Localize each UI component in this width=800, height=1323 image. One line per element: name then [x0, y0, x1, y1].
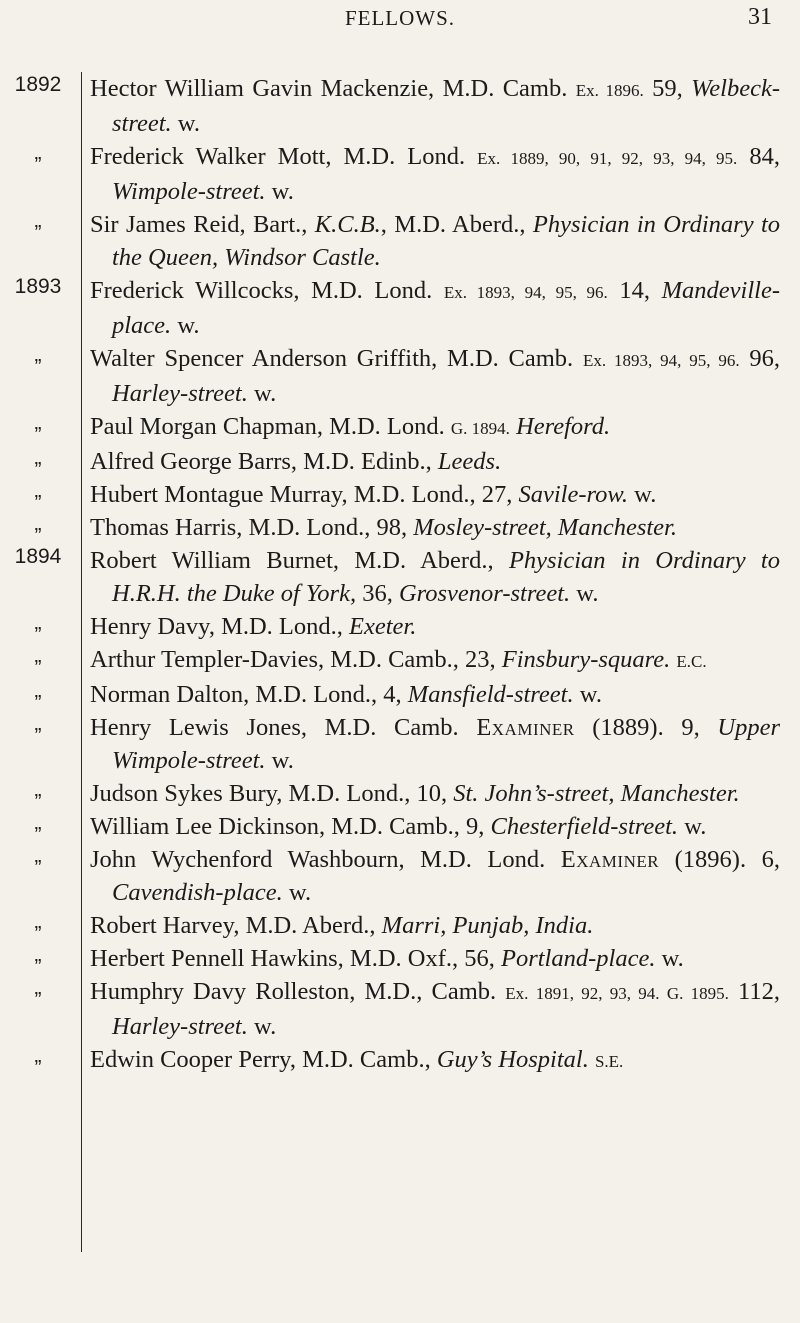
election-year: 1893 [14, 275, 62, 298]
fellows-list [0, 72, 800, 1078]
election-year: „ [34, 712, 42, 735]
fellow-text: William Lee Dickinson, M.D. Camb., 9, Chesterfield-street. w. [90, 813, 707, 840]
fellow-entry [0, 478, 800, 511]
fellow-entry [0, 909, 800, 942]
page-number: 31 [748, 4, 772, 30]
running-title: FELLOWS. [344, 6, 456, 30]
fellow-entry [0, 975, 800, 1043]
fellow-entry [0, 810, 800, 843]
fellow-entry [0, 140, 800, 208]
fellow-text: Arthur Templer-Davies, M.D. Camb., 23, Finsbury-square. E.C. [90, 646, 707, 673]
fellow-text: Hector William Gavin Mackenzie, M.D. Camb. Ex. 1896. 59, Welbeck-street. w. [90, 75, 781, 137]
election-year: „ [34, 141, 42, 164]
fellow-text: Henry Davy, M.D. Lond., Exeter. [90, 613, 417, 640]
fellow-entry [0, 777, 800, 810]
election-year: „ [34, 1044, 42, 1067]
fellow-entry [0, 643, 800, 678]
fellow-text: Herbert Pennell Hawkins, M.D. Oxf., 56, Portland-place. w. [90, 945, 684, 972]
fellow-text: Thomas Harris, M.D. Lond., 98, Mosley-street, Manchester. [90, 514, 677, 541]
fellow-text: Walter Spencer Anderson Griffith, M.D. Camb. Ex. 1893, 94, 95, 96. 96, Harley-street. w. [90, 345, 781, 407]
page-header [0, 0, 800, 48]
fellow-entry [0, 445, 800, 478]
election-year: „ [34, 512, 42, 535]
fellow-entry [0, 942, 800, 975]
election-year: 1894 [14, 545, 62, 568]
fellow-entry [0, 1043, 800, 1078]
election-year: „ [34, 446, 42, 469]
election-year: „ [34, 976, 42, 999]
fellow-entry [0, 511, 800, 544]
fellow-entry [0, 274, 800, 342]
fellow-entry [0, 208, 800, 274]
election-year: „ [34, 479, 42, 502]
fellow-text: Alfred George Barrs, M.D. Edinb., Leeds. [90, 448, 502, 475]
election-year: „ [34, 611, 42, 634]
fellow-entry [0, 410, 800, 445]
election-year: „ [34, 644, 42, 667]
election-year: „ [34, 343, 42, 366]
election-year: 1892 [14, 73, 62, 96]
election-year: „ [34, 844, 42, 867]
election-year: „ [34, 910, 42, 933]
election-year: „ [34, 411, 42, 434]
fellow-text: Hubert Montague Murray, M.D. Lond., 27, Savile-row. w. [90, 481, 657, 508]
fellow-entry [0, 342, 800, 410]
fellow-entry [0, 72, 800, 140]
fellow-entry [0, 544, 800, 610]
fellow-text: Sir James Reid, Bart., K.C.B., M.D. Aberd., Physician in Ordinary to the Queen, Windsor Castle. [90, 211, 781, 271]
fellow-text: Robert Harvey, M.D. Aberd., Marri, Punjab, India. [90, 912, 594, 939]
fellow-entry [0, 711, 800, 777]
fellow-text: Henry Lewis Jones, M.D. Camb. Examiner (1889). 9, Upper Wimpole-street. w. [90, 714, 780, 774]
election-year: „ [34, 943, 42, 966]
fellow-entry [0, 610, 800, 643]
fellow-text: John Wychenford Washbourn, M.D. Lond. Examiner (1896). 6, Cavendish-place. w. [90, 846, 780, 906]
election-year: „ [34, 811, 42, 834]
fellow-text: Humphry Davy Rolleston, M.D., Camb. Ex. 1891, 92, 93, 94. G. 1895. 112, Harley-street. w. [90, 978, 780, 1040]
fellow-text: Frederick Willcocks, M.D. Lond. Ex. 1893, 94, 95, 96. 14, Mandeville-place. w. [90, 277, 780, 339]
fellow-entry [0, 678, 800, 711]
fellow-text: Paul Morgan Chapman, M.D. Lond. G. 1894. Hereford. [90, 413, 611, 440]
election-year: „ [34, 679, 42, 702]
fellow-text: Robert William Burnet, M.D. Aberd., Physician in Ordinary to H.R.H. the Duke of York, 36, Grosvenor-street. w. [90, 547, 780, 607]
fellow-text: Edwin Cooper Perry, M.D. Camb., Guy’s Hospital. S.E. [90, 1046, 624, 1073]
election-year: „ [34, 778, 42, 801]
fellow-text: Norman Dalton, M.D. Lond., 4, Mansfield-street. w. [90, 681, 602, 708]
fellow-text: Judson Sykes Bury, M.D. Lond., 10, St. John’s-street, Manchester. [90, 780, 740, 807]
fellow-text: Frederick Walker Mott, M.D. Lond. Ex. 1889, 90, 91, 92, 93, 94, 95. 84, Wimpole-street. w. [90, 143, 780, 205]
election-year: „ [34, 209, 42, 232]
fellow-entry [0, 843, 800, 909]
